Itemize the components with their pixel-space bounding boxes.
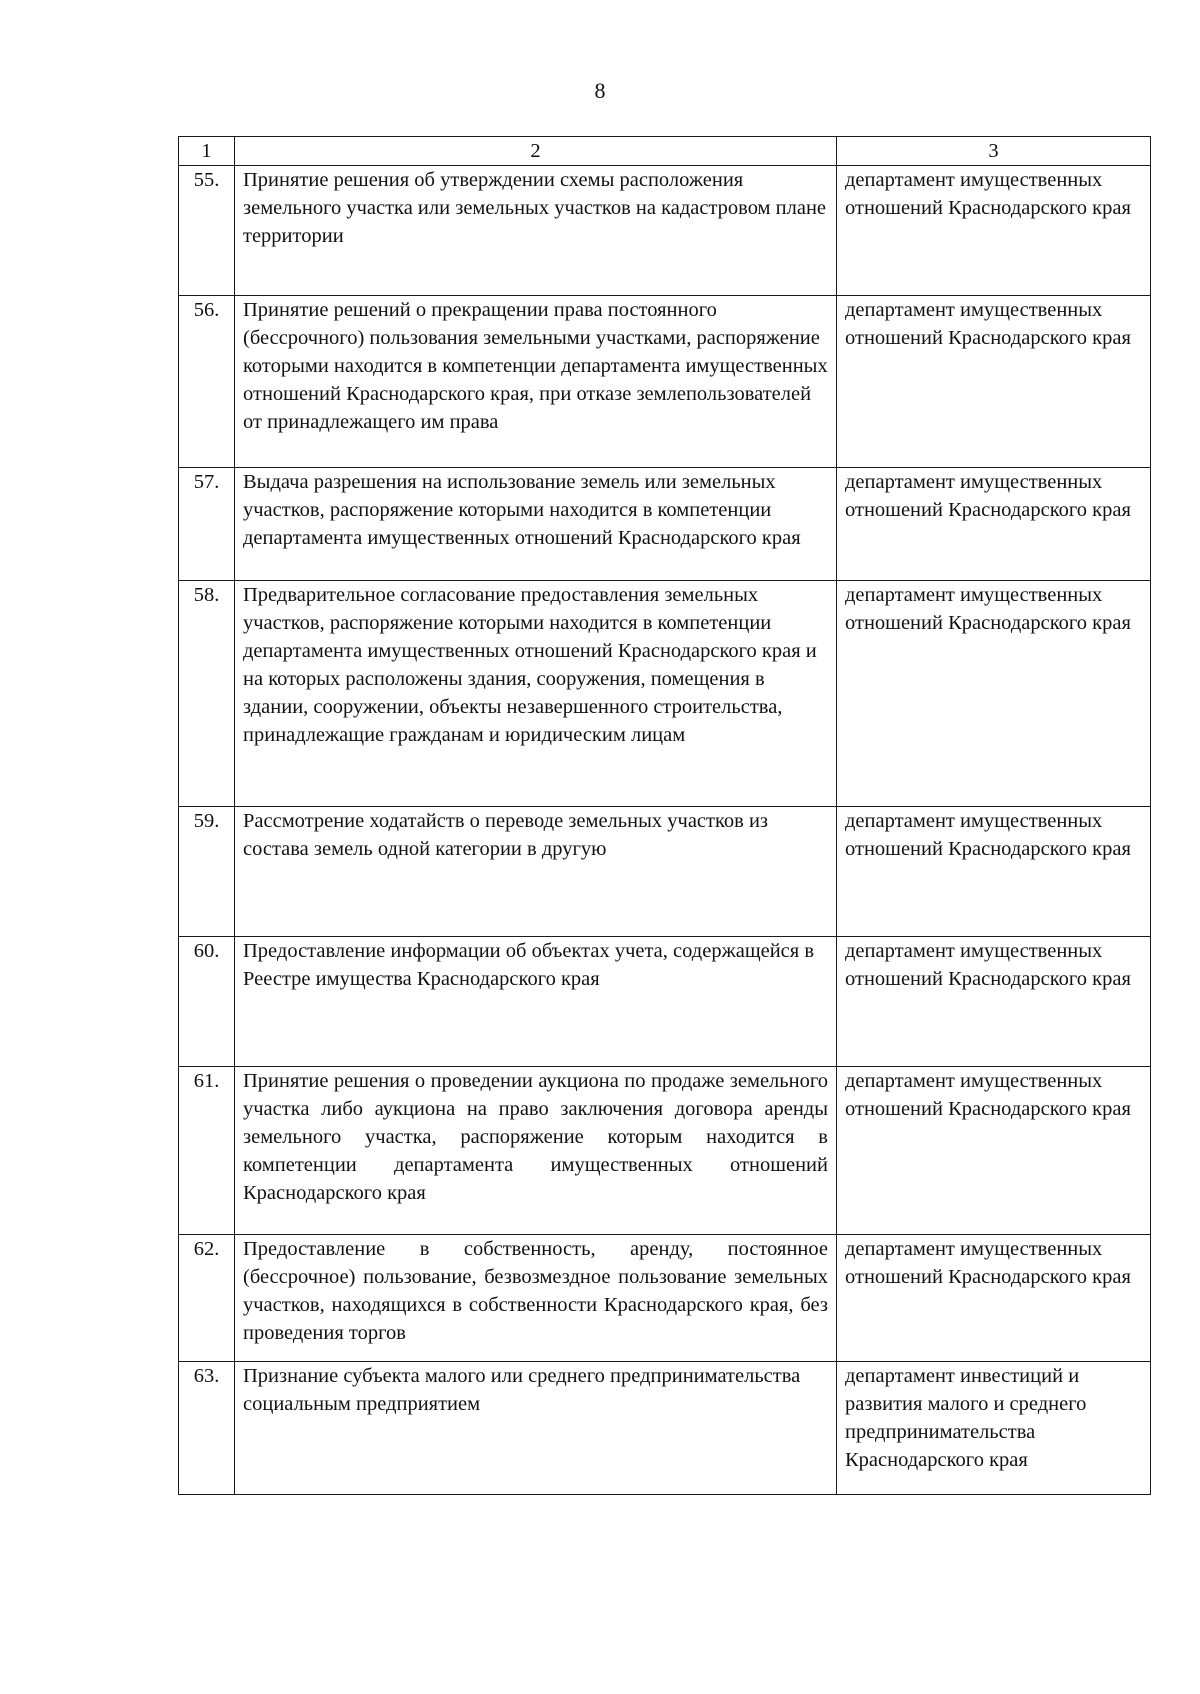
table-row [179,296,1151,468]
department: департамент имущественных отношений Краснодарского края [837,807,1151,937]
header-col-1: 1 [179,137,235,166]
header-col-2: 2 [235,137,837,166]
service-name: Принятие решения об утверждении схемы расположения земельного участка или земельных участков на кадастровом плане территории [235,166,837,296]
service-name: Принятие решений о прекращении права постоянного (бессрочного) пользования земельными участками, распоряжение которыми находится в компетенции департамента имущественных отношений Краснодарского края, при отказе землепользователей от принадлежащего им права [235,296,837,468]
department: департамент инвестиций и развития малого и среднего предпринимательства Краснодарского края [837,1362,1151,1495]
page-number: 8 [594,78,606,103]
service-name: Признание субъекта малого или среднего предпринимательства социальным предприятием [235,1362,837,1495]
row-number: 60. [179,937,235,1067]
department: департамент имущественных отношений Краснодарского края [837,1235,1151,1362]
table-row [179,1235,1151,1362]
table-row [179,468,1151,581]
row-number: 58. [179,581,235,807]
department: департамент имущественных отношений Краснодарского края [837,937,1151,1067]
service-name: Предоставление в собственность, аренду, постоянное (бессрочное) пользование, безвозмездное пользование земельных участков, находящихся в собственности Краснодарского края, без проведения торгов [235,1235,837,1362]
row-number: 59. [179,807,235,937]
service-name: Рассмотрение ходатайств о переводе земельных участков из состава земель одной категории в другую [235,807,837,937]
row-number: 57. [179,468,235,581]
row-number: 55. [179,166,235,296]
service-name: Предварительное согласование предоставления земельных участков, распоряжение которыми находится в компетенции департамента имущественных отношений Краснодарского края и на которых расположены здания, сооружения, помещения в здании, сооружении, объекты незавершенного строительства, принадлежащие гражданам и юридическим лицам [235,581,837,807]
department: департамент имущественных отношений Краснодарского края [837,581,1151,807]
header-row [179,137,1151,166]
table-body [179,166,1151,1495]
department: департамент имущественных отношений Краснодарского края [837,166,1151,296]
row-number: 63. [179,1362,235,1495]
row-number: 62. [179,1235,235,1362]
table-row [179,1067,1151,1235]
department: департамент имущественных отношений Краснодарского края [837,296,1151,468]
service-name: Выдача разрешения на использование земель или земельных участков, распоряжение которыми находится в компетенции департамента имущественных отношений Краснодарского края [235,468,837,581]
service-name: Принятие решения о проведении аукциона по продаже земельного участка либо аукциона на право заключения договора аренды земельного участка, распоряжение которым находится в компетенции департамента имущественных отношений Краснодарского края [235,1067,837,1235]
table-row [179,166,1151,296]
header-col-3: 3 [837,137,1151,166]
row-number: 56. [179,296,235,468]
department: департамент имущественных отношений Краснодарского края [837,1067,1151,1235]
table-row [179,807,1151,937]
service-name: Предоставление информации об объектах учета, содержащейся в Реестре имущества Краснодарского края [235,937,837,1067]
table-row [179,1362,1151,1495]
department: департамент имущественных отношений Краснодарского края [837,468,1151,581]
row-number: 61. [179,1067,235,1235]
services-table [178,136,1151,1495]
table-row [179,581,1151,807]
table-header [179,137,1151,166]
table-row [179,937,1151,1067]
